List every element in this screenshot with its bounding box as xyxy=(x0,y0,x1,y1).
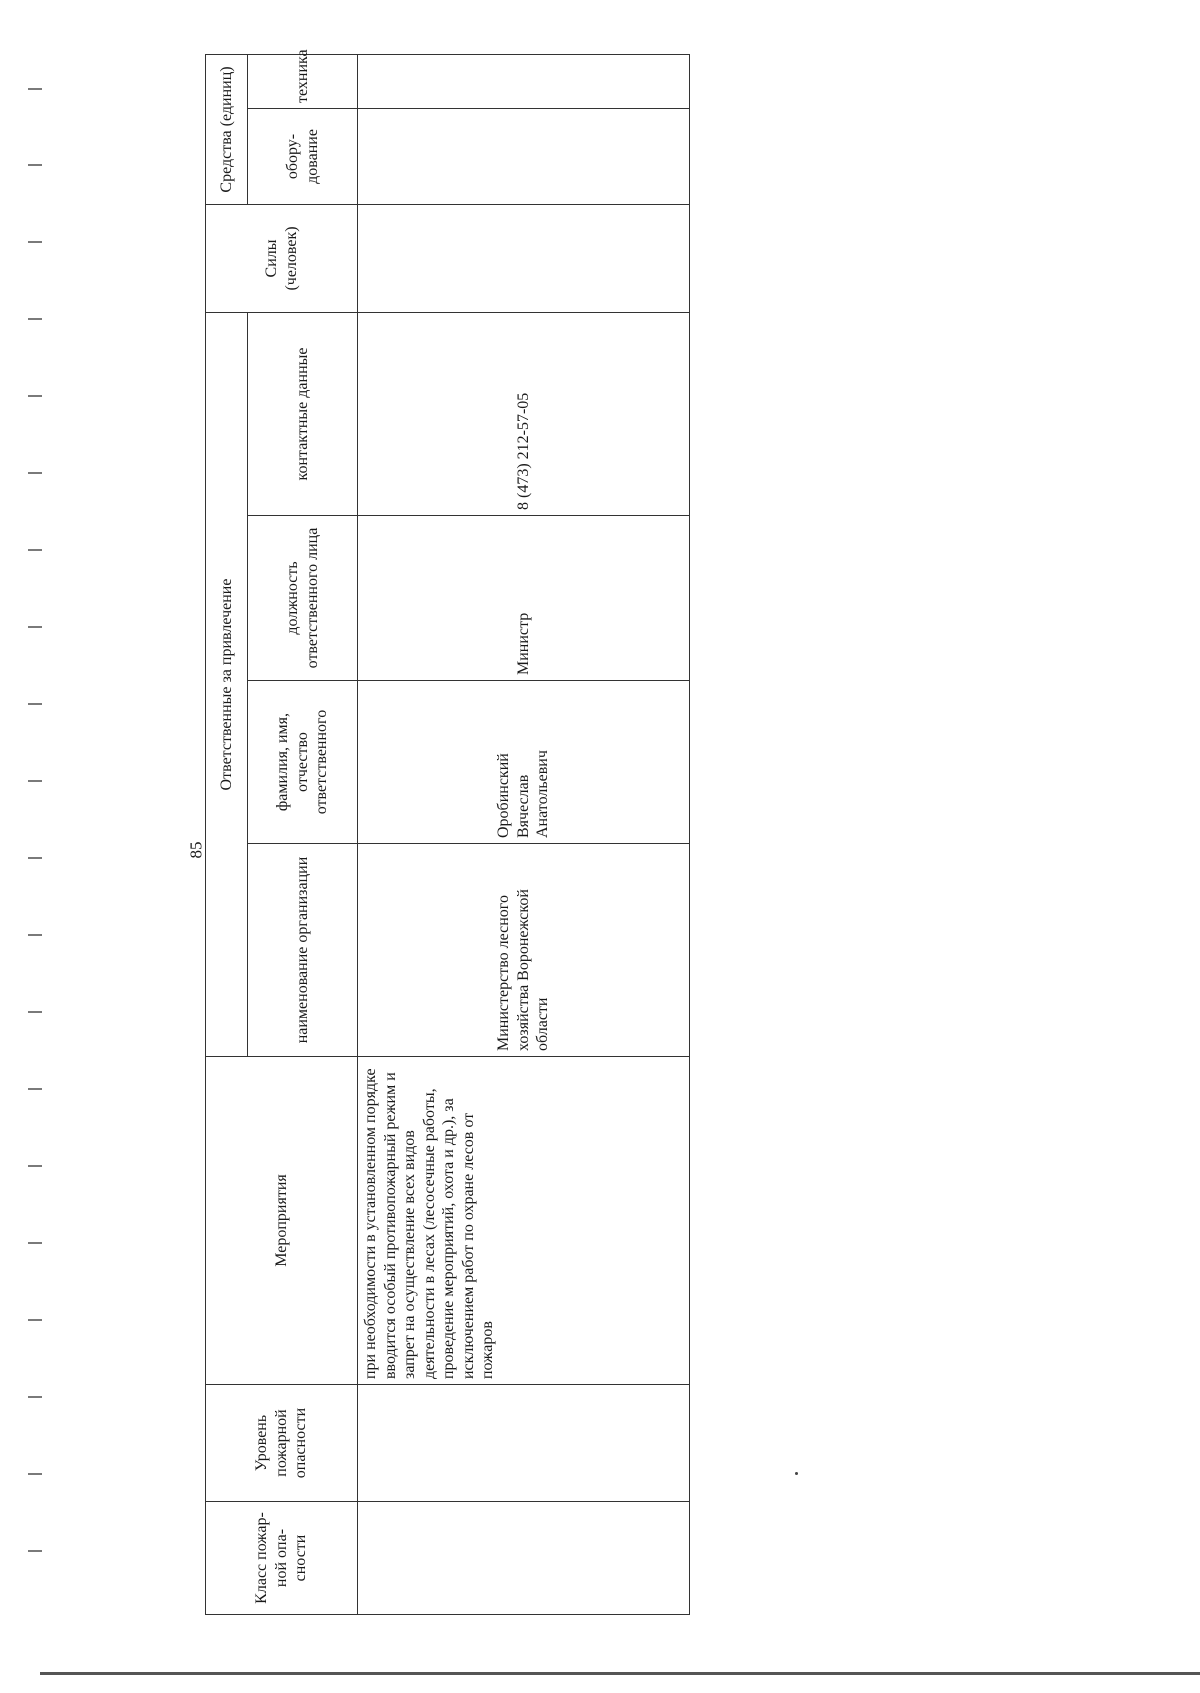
scan-artifact xyxy=(28,318,42,320)
cell-sily xyxy=(358,204,690,312)
header-oborudovanie: обору-дование xyxy=(248,108,358,204)
scan-artifact xyxy=(28,780,42,782)
scan-artifact xyxy=(28,1396,42,1398)
table-row xyxy=(358,54,690,1614)
scan-bottom-edge xyxy=(40,1672,1200,1675)
cell-dolzhnost: Министр xyxy=(358,516,690,681)
cell-uroven xyxy=(358,1385,690,1502)
cell-tekhnika xyxy=(358,54,690,108)
scan-artifact xyxy=(28,857,42,859)
cell-kontakty: 8 (473) 212-57-05 xyxy=(358,312,690,515)
scan-artifact xyxy=(28,703,42,705)
scan-artifact xyxy=(28,934,42,936)
scan-artifact xyxy=(28,1011,42,1013)
scan-speck xyxy=(795,1472,798,1475)
header-meropriyatiya: Мероприятия xyxy=(206,1057,358,1385)
scan-artifact xyxy=(28,472,42,474)
scan-artifact xyxy=(28,1473,42,1475)
header-fio: фамилия, имя, отчество ответственного xyxy=(248,681,358,844)
scan-artifact xyxy=(28,1319,42,1321)
scan-artifact xyxy=(28,1088,42,1090)
scan-artifact xyxy=(28,1165,42,1167)
scan-artifact xyxy=(28,164,42,166)
scan-artifact xyxy=(28,549,42,551)
cell-fio: Оробинский Вячеслав Анатольевич xyxy=(358,681,690,844)
scan-artifact xyxy=(28,241,42,243)
header-klass: Класс пожар-ной опа-сности xyxy=(206,1502,358,1615)
scan-artifact xyxy=(28,1550,42,1552)
cell-klass xyxy=(358,1502,690,1615)
fire-measures-table xyxy=(205,49,690,1615)
scan-artifact xyxy=(28,88,42,90)
header-uroven: Уровень пожарной опасности xyxy=(206,1385,358,1502)
header-otvetstvennye: Ответственные за привлечение xyxy=(206,312,248,1056)
scan-artifact xyxy=(28,1242,42,1244)
cell-oborudovanie xyxy=(358,108,690,204)
header-sredstva: Средства (единиц) xyxy=(206,54,248,204)
scan-artifact xyxy=(28,626,42,628)
header-sily: Силы (человек) xyxy=(206,204,358,312)
rotated-table-wrapper xyxy=(205,49,690,1615)
header-dolzhnost: должность ответственного лица xyxy=(248,516,358,681)
header-kontakty: контактные данные xyxy=(248,312,358,515)
scan-artifact xyxy=(28,395,42,397)
page-number: 85 xyxy=(186,841,206,859)
header-naimenovanie: наименование организации xyxy=(248,844,358,1057)
cell-meropriyatiya: при необходимости в установленном порядке вводится особый противопожарный режим и запрет на осуществление всех видов деятельности в лесах (лесосечные работы, проведение мероприятий, охота и др.), за исключением работ по охране лесов от пожаров xyxy=(358,1057,690,1385)
cell-naimenovanie: Министерство лесного хозяйства Воронежской области xyxy=(358,844,690,1057)
header-tekhnika: техника xyxy=(248,54,358,108)
